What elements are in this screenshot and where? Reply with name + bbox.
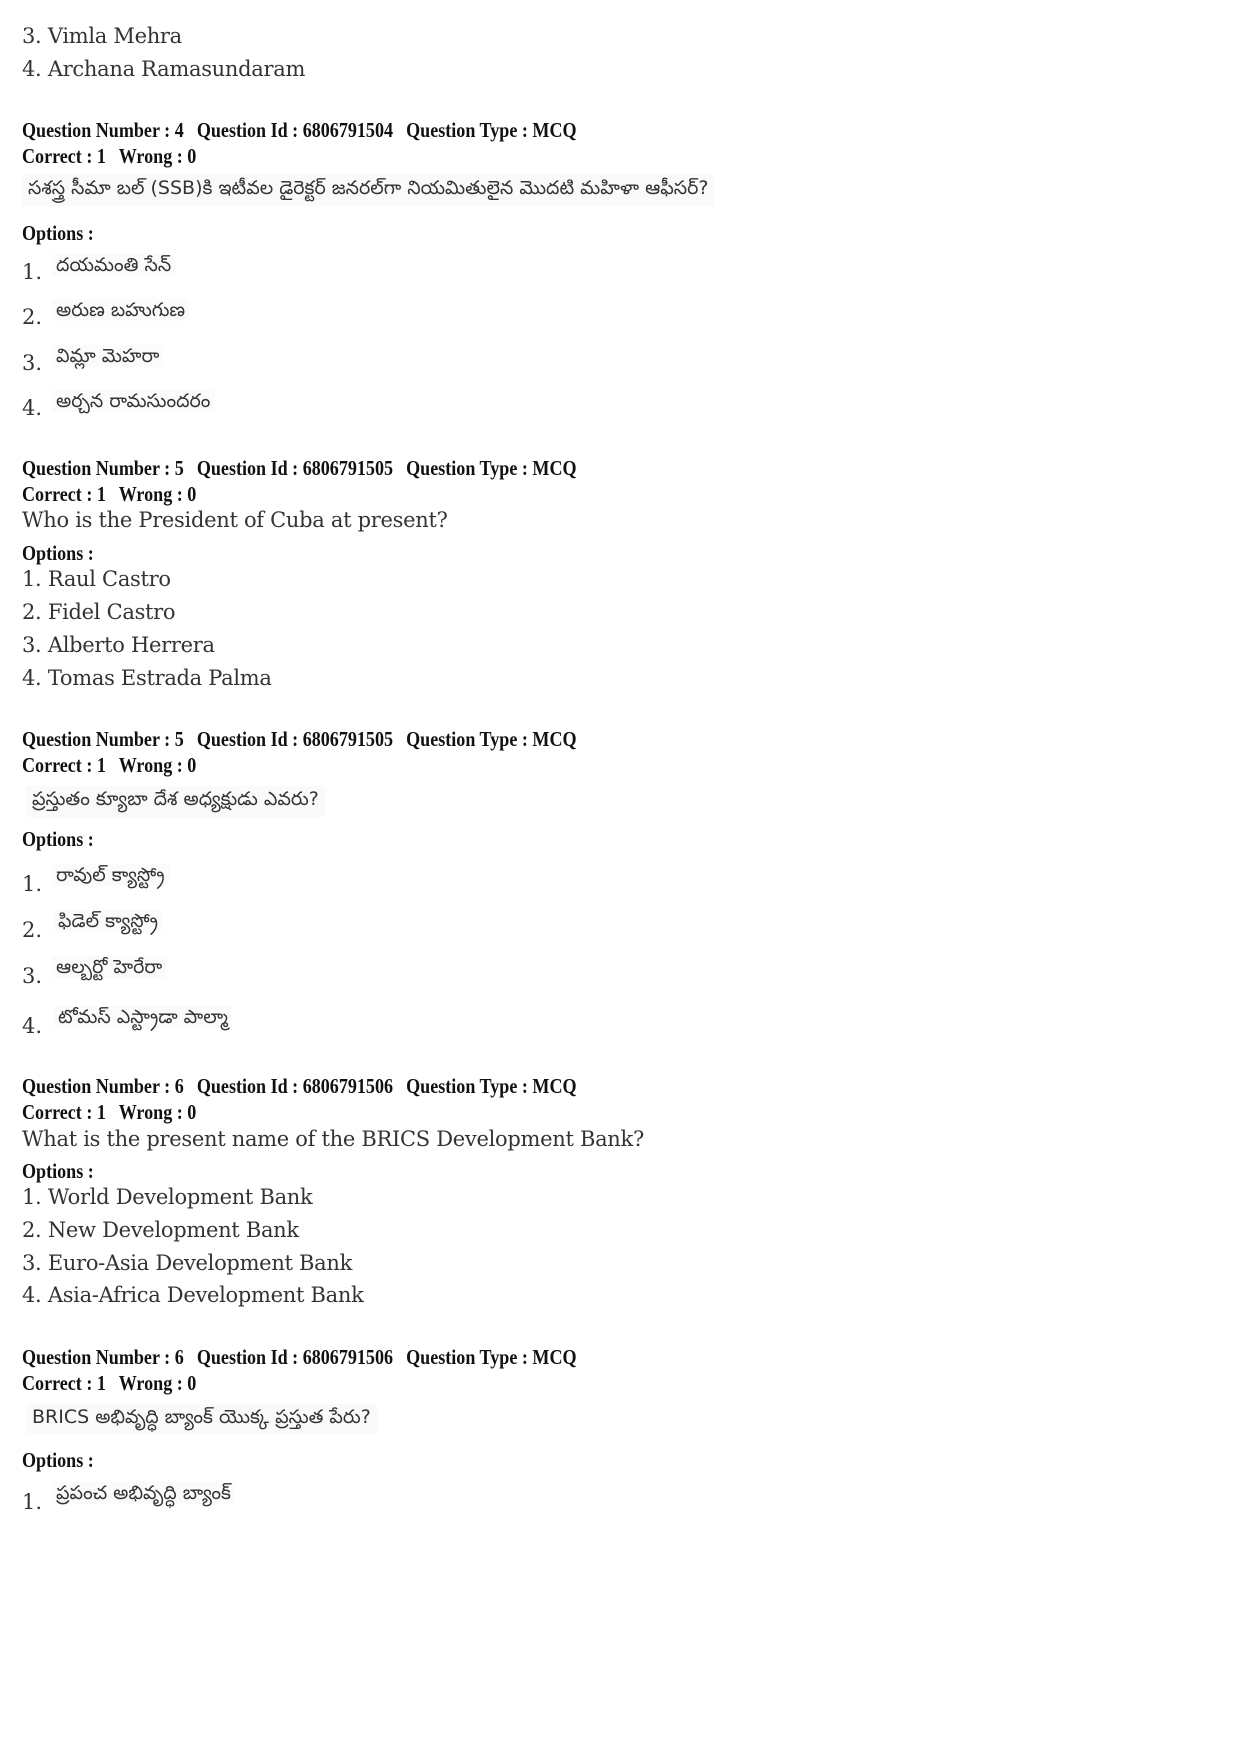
correct-label: Correct : bbox=[22, 1100, 93, 1124]
option-text: Vimla Mehra bbox=[47, 24, 182, 48]
option-item bbox=[22, 1283, 364, 1307]
option-number: 1. bbox=[22, 260, 43, 284]
question-header bbox=[22, 1345, 577, 1370]
option-text: దయమంతి సేన్ bbox=[52, 254, 175, 276]
question-header bbox=[22, 1074, 577, 1099]
option-text: Euro-Asia Development Bank bbox=[47, 1251, 353, 1275]
question-type: MCQ bbox=[532, 727, 577, 751]
question-number: 4 bbox=[174, 118, 184, 142]
option-text: ఆల్బర్టో హెరేరా bbox=[52, 956, 166, 978]
option-item bbox=[22, 1004, 232, 1038]
wrong-label: Wrong : bbox=[118, 1371, 183, 1395]
option-text: ఫిడెల్ క్యాస్ట్రో bbox=[54, 910, 162, 932]
option-number: 4. bbox=[22, 1283, 42, 1307]
option-text: Raul Castro bbox=[47, 567, 171, 591]
option-text: అర్చన రామసుందరం bbox=[52, 390, 214, 412]
option-text: World Development Bank bbox=[47, 1185, 313, 1209]
option-text: Archana Ramasundaram bbox=[47, 57, 306, 81]
option-text: Tomas Estrada Palma bbox=[47, 666, 272, 690]
question-id-label: Question Id : bbox=[196, 1074, 299, 1098]
option-number: 1. bbox=[22, 1185, 42, 1209]
wrong-value: 0 bbox=[187, 1371, 197, 1395]
correct-value: 1 bbox=[96, 144, 106, 168]
question-type-label: Question Type : bbox=[406, 1074, 528, 1098]
wrong-label: Wrong : bbox=[118, 144, 183, 168]
question-type: MCQ bbox=[532, 456, 577, 480]
question-text: Who is the President of Cuba at present? bbox=[22, 508, 448, 532]
option-number: 4. bbox=[22, 57, 42, 81]
option-text: విమ్లా మెహరా bbox=[52, 345, 163, 367]
correct-value: 1 bbox=[96, 1100, 106, 1124]
option-item bbox=[22, 1480, 235, 1514]
question-header bbox=[22, 727, 577, 752]
question-type: MCQ bbox=[532, 118, 577, 142]
option-number: 3. bbox=[22, 351, 43, 375]
question-number-label: Question Number : bbox=[22, 727, 171, 751]
wrong-value: 0 bbox=[187, 1100, 197, 1124]
option-number: 4. bbox=[22, 666, 42, 690]
option-item bbox=[22, 1251, 352, 1275]
question-type: MCQ bbox=[532, 1074, 577, 1098]
option-item bbox=[22, 600, 175, 624]
wrong-value: 0 bbox=[187, 482, 197, 506]
option-item bbox=[22, 666, 272, 690]
option-item bbox=[22, 908, 162, 942]
option-number: 3. bbox=[22, 964, 43, 988]
correct-label: Correct : bbox=[22, 144, 93, 168]
option-number: 1. bbox=[22, 872, 43, 896]
question-header bbox=[22, 456, 577, 481]
question-id-label: Question Id : bbox=[196, 118, 299, 142]
question-type-label: Question Type : bbox=[406, 1345, 528, 1369]
question-id: 6806791505 bbox=[302, 456, 394, 480]
option-item bbox=[22, 1185, 312, 1209]
option-number: 1. bbox=[22, 567, 42, 591]
option-number: 4. bbox=[22, 396, 43, 420]
question-text: What is the present name of the BRICS Development Bank? bbox=[22, 1127, 644, 1151]
question-number-label: Question Number : bbox=[22, 456, 171, 480]
correct-value: 1 bbox=[96, 1371, 106, 1395]
option-text: టోమస్ ఎస్ట్రాడా పాల్మా bbox=[54, 1006, 232, 1028]
option-item bbox=[22, 388, 214, 420]
question-number: 5 bbox=[174, 456, 184, 480]
question-number: 5 bbox=[174, 727, 184, 751]
question-id-label: Question Id : bbox=[196, 456, 299, 480]
wrong-label: Wrong : bbox=[118, 1100, 183, 1124]
wrong-label: Wrong : bbox=[118, 482, 183, 506]
wrong-value: 0 bbox=[187, 144, 197, 168]
option-item bbox=[22, 862, 169, 896]
question-type-label: Question Type : bbox=[406, 456, 528, 480]
option-item bbox=[22, 1218, 299, 1242]
option-number: 1. bbox=[22, 1490, 43, 1514]
correct-label: Correct : bbox=[22, 753, 93, 777]
options-label: Options : bbox=[22, 827, 94, 851]
option-number: 3. bbox=[22, 1251, 42, 1275]
marks-line bbox=[22, 753, 196, 778]
question-number-label: Question Number : bbox=[22, 1345, 171, 1369]
question-id: 6806791505 bbox=[302, 727, 394, 751]
correct-label: Correct : bbox=[22, 1371, 93, 1395]
option-number: 2. bbox=[22, 1218, 42, 1242]
question-id-label: Question Id : bbox=[196, 727, 299, 751]
wrong-value: 0 bbox=[187, 753, 197, 777]
marks-line bbox=[22, 1371, 196, 1396]
options-label: Options : bbox=[22, 1448, 94, 1472]
option-item bbox=[22, 954, 166, 988]
correct-value: 1 bbox=[96, 482, 106, 506]
option-item bbox=[22, 343, 163, 375]
option-number: 2. bbox=[22, 305, 43, 329]
correct-value: 1 bbox=[96, 753, 106, 777]
marks-line bbox=[22, 1100, 196, 1125]
question-text: ప్రస్తుతం క్యూబా దేశ అధ్యక్షుడు ఎవరు? bbox=[26, 786, 325, 817]
question-type-label: Question Type : bbox=[406, 727, 528, 751]
question-id-label: Question Id : bbox=[196, 1345, 299, 1369]
marks-line bbox=[22, 144, 196, 169]
option-item bbox=[22, 297, 189, 329]
option-item bbox=[22, 57, 305, 81]
question-number-label: Question Number : bbox=[22, 118, 171, 142]
question-type: MCQ bbox=[532, 1345, 577, 1369]
option-text: రావుల్ క్యాస్ట్రో bbox=[52, 864, 169, 886]
question-id: 6806791506 bbox=[302, 1345, 394, 1369]
question-id: 6806791504 bbox=[302, 118, 394, 142]
option-number: 2. bbox=[22, 918, 43, 942]
option-item bbox=[22, 252, 175, 284]
option-item bbox=[22, 633, 215, 657]
question-number: 6 bbox=[174, 1074, 184, 1098]
option-text: అరుణ బహుగుణ bbox=[52, 299, 189, 321]
option-text: Alberto Herrera bbox=[47, 633, 215, 657]
question-text: BRICS అభివృద్ధి బ్యాంక్ యొక్క ప్రస్తుత పేరు? bbox=[26, 1404, 377, 1435]
option-text: ప్రపంచ అభివృద్ధి బ్యాంక్ bbox=[52, 1482, 235, 1504]
option-text: New Development Bank bbox=[47, 1218, 299, 1242]
question-header bbox=[22, 118, 577, 143]
question-type-label: Question Type : bbox=[406, 118, 528, 142]
options-label: Options : bbox=[22, 541, 94, 565]
question-text: సశస్త్ర సీమా బల్ (SSB)కి ఇటీవల డైరెక్టర్ జనరల్‌గా నియమితులైన మొదటి మహిళా ఆఫీసర్? bbox=[22, 175, 714, 206]
option-item bbox=[22, 24, 182, 48]
wrong-label: Wrong : bbox=[118, 753, 183, 777]
option-number: 4. bbox=[22, 1014, 43, 1038]
question-number-label: Question Number : bbox=[22, 1074, 171, 1098]
option-text: Asia-Africa Development Bank bbox=[47, 1283, 364, 1307]
options-label: Options : bbox=[22, 221, 94, 245]
correct-label: Correct : bbox=[22, 482, 93, 506]
option-number: 2. bbox=[22, 600, 42, 624]
marks-line bbox=[22, 482, 196, 507]
question-number: 6 bbox=[174, 1345, 184, 1369]
question-id: 6806791506 bbox=[302, 1074, 394, 1098]
options-label: Options : bbox=[22, 1159, 94, 1183]
option-number: 3. bbox=[22, 633, 42, 657]
option-number: 3. bbox=[22, 24, 42, 48]
option-item bbox=[22, 567, 171, 591]
option-text: Fidel Castro bbox=[47, 600, 176, 624]
